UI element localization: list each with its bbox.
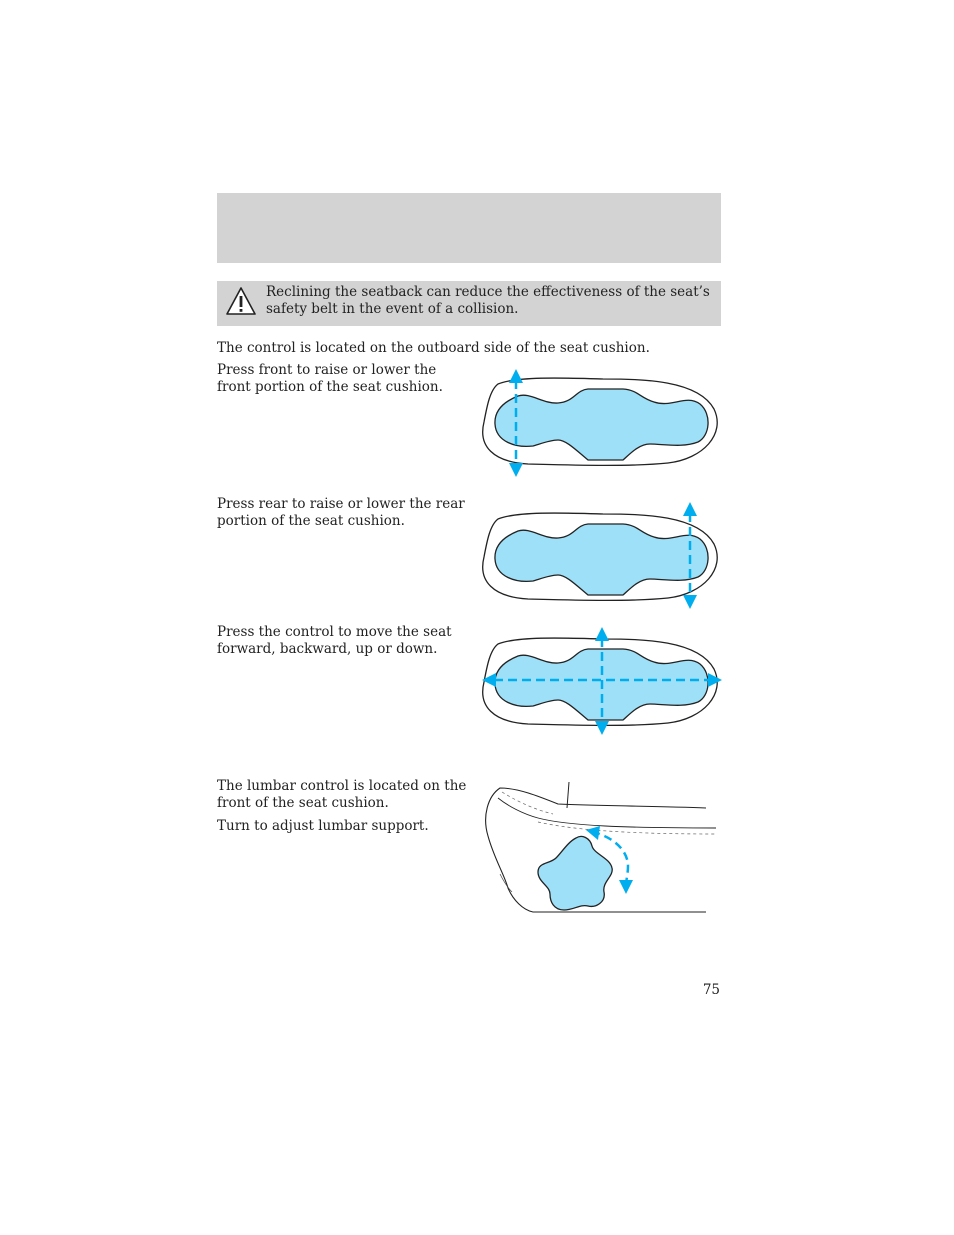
lumbar-location-text: The lumbar control is located on the front of the seat cushion. [217,778,467,811]
seat-control-front-icon [478,364,728,482]
page-number: 75 [702,982,720,998]
section-header-band [217,193,721,263]
warning-triangle-icon [225,285,257,317]
warning-box [217,281,721,326]
intro-text: The control is located on the outboard side of the seat cushion. [217,340,650,356]
lumbar-knob-icon [478,776,723,918]
front-control-text: Press front to raise or lower the front portion of the seat cushion. [217,362,443,395]
center-control-text: Press the control to move the seat forward, backward, up or down. [217,624,452,657]
seat-control-center-icon [478,624,728,742]
seat-control-rear-icon [478,499,728,617]
lumbar-adjust-text: Turn to adjust lumbar support. [217,818,429,834]
rear-control-text: Press rear to raise or lower the rear portion of the seat cushion. [217,496,465,529]
warning-text: Reclining the seatback can reduce the effectiveness of the seat’s safety belt in the event of a collision. [266,284,710,317]
